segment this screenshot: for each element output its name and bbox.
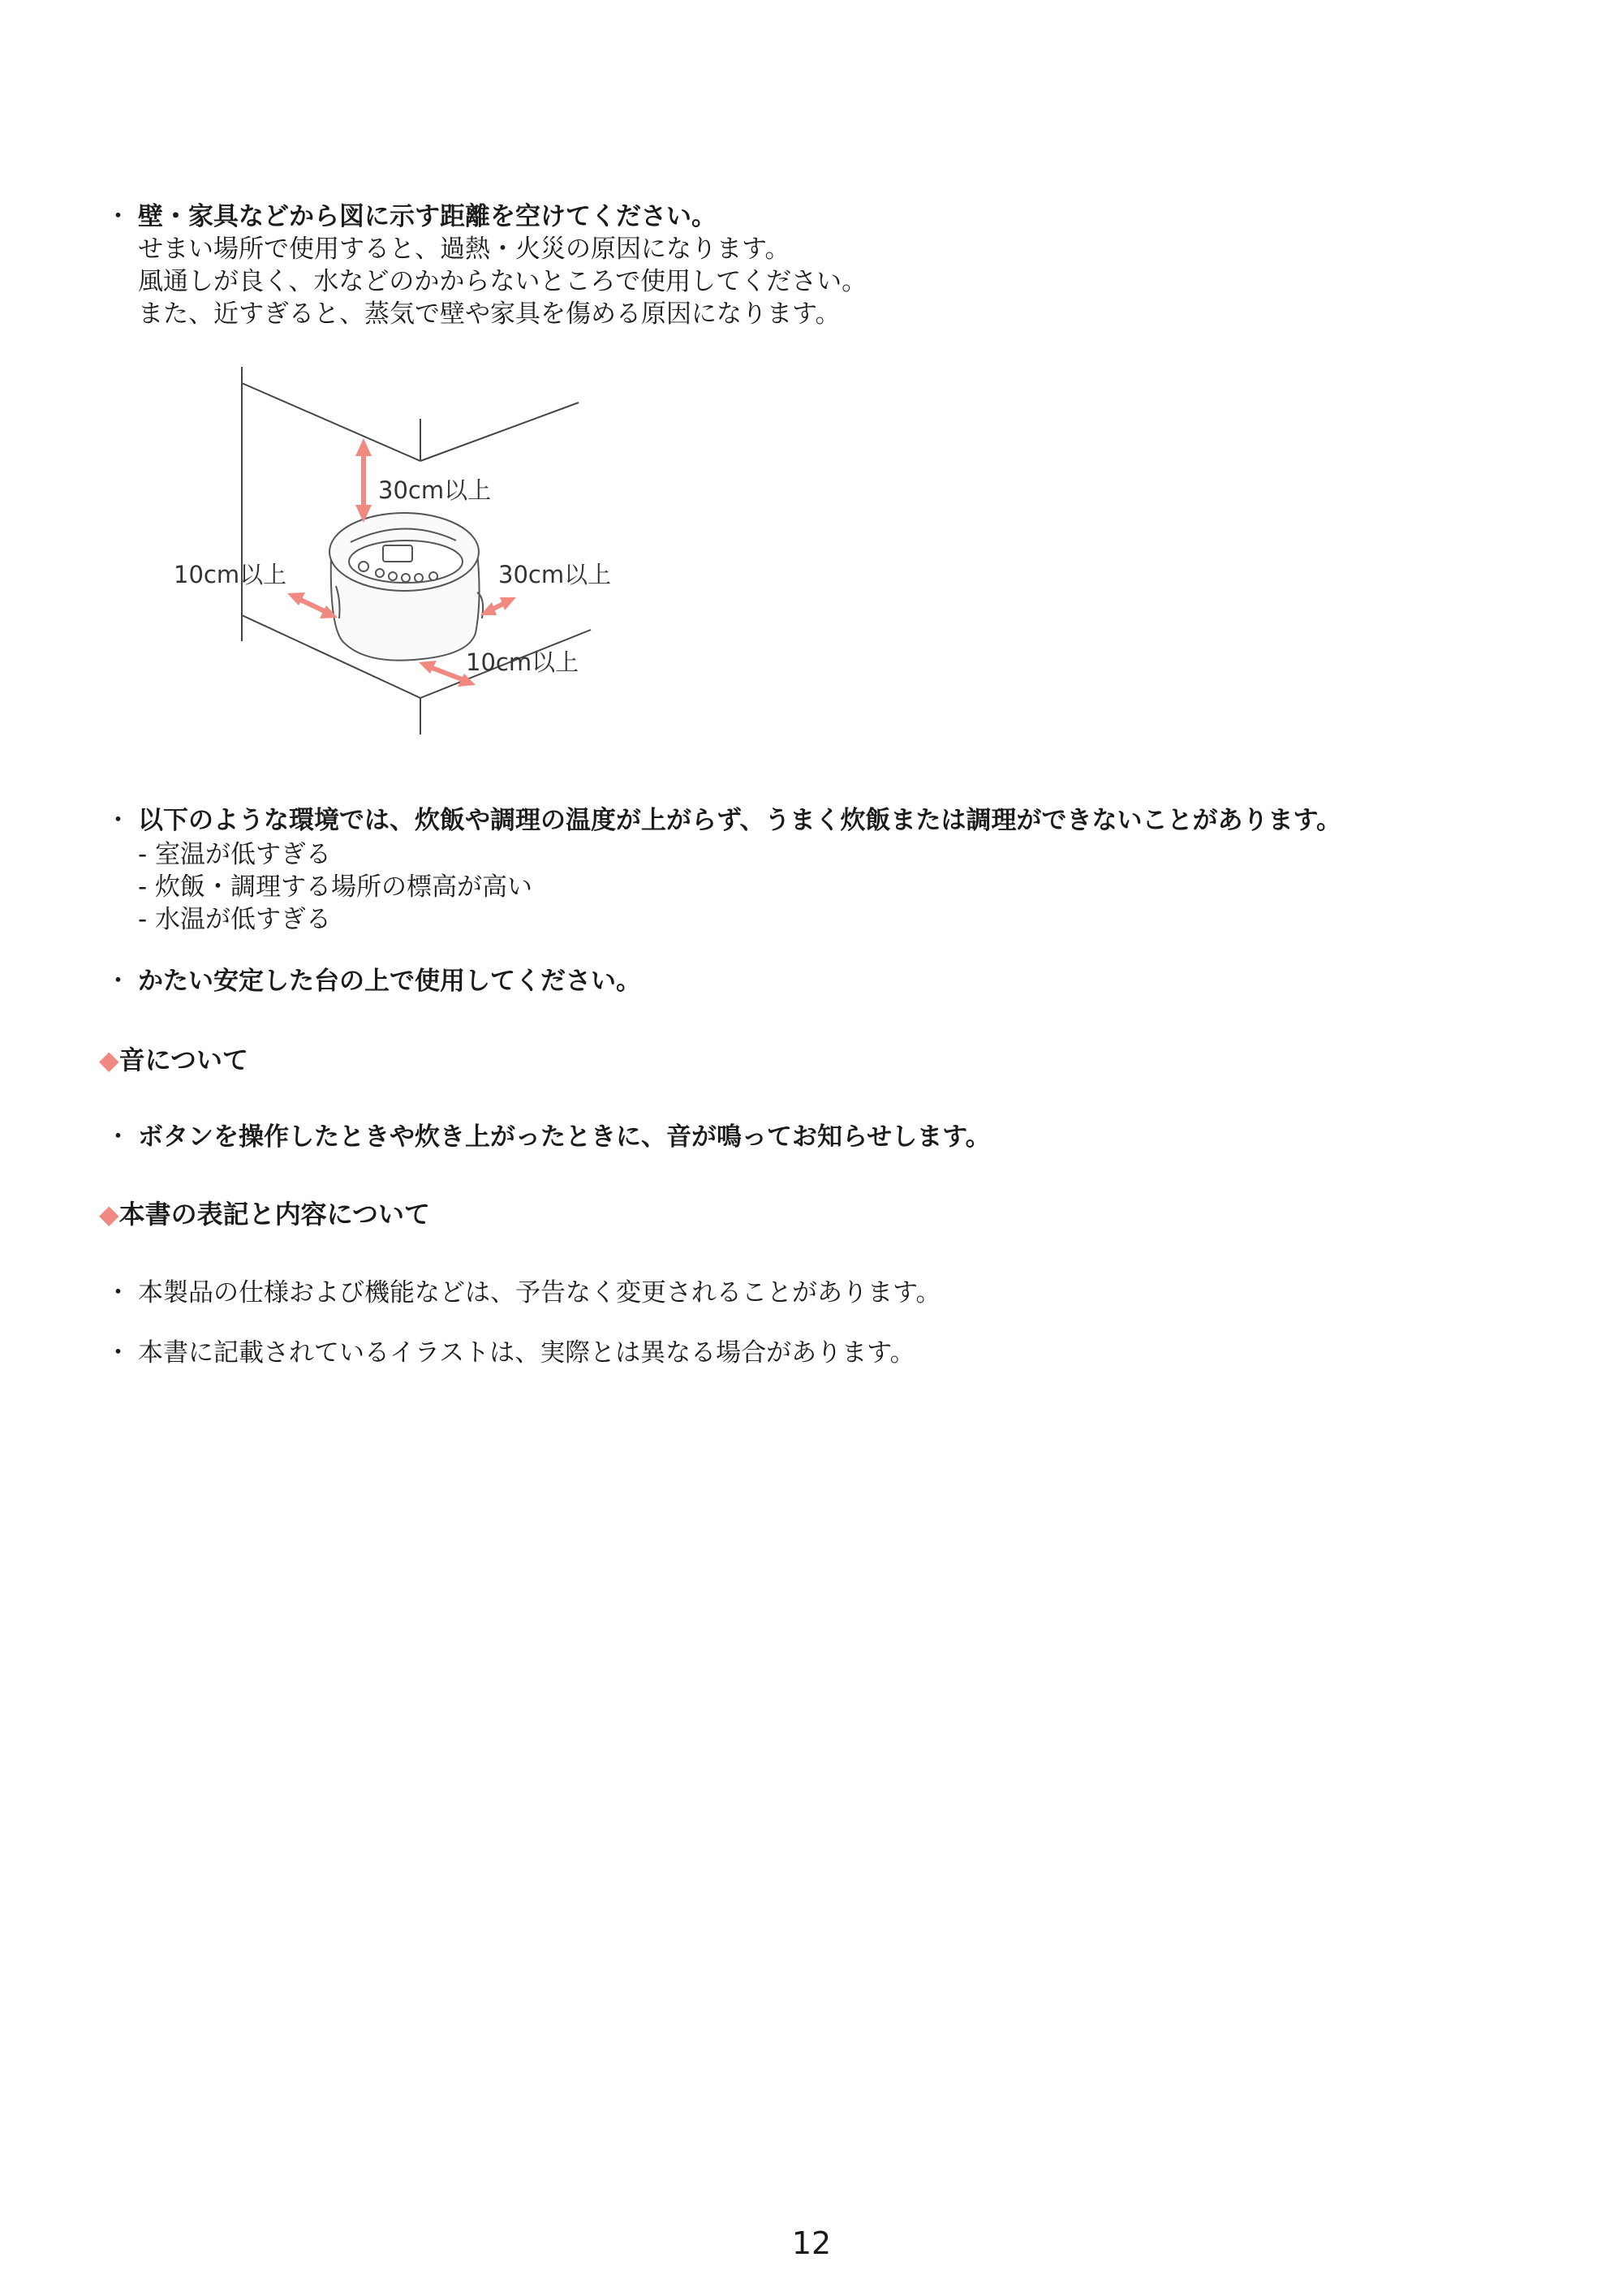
label-front-clearance: 10cm以上 (466, 648, 579, 676)
clearance-figure (162, 357, 649, 747)
bullet-title: ボタンを操作したときや炊き上がったときに、音が鳴ってお知らせします。 (138, 1122, 991, 1152)
bullet-title: 以下のような環境では、炊飯や調理の温度が上がらず、うまく炊飯または調理ができないことがあります。 (138, 806, 1342, 835)
list-item: - 水温が低すぎる (138, 905, 332, 934)
heading-text: 本書の表記と内容について (118, 1199, 430, 1230)
diamond-icon: ◆ (99, 1045, 119, 1075)
bullet-dot: ・ (105, 806, 131, 835)
body-line: また、近すぎると、蒸気で壁や家具を傷める原因になります。 (138, 299, 841, 329)
body-line: せまい場所で使用すると、過熱・火災の原因になります。 (138, 235, 790, 264)
heading-text: 音について (118, 1045, 248, 1075)
bullet-title: 壁・家具などから図に示す距離を空けてください。 (138, 202, 717, 231)
page-number: 12 (791, 2225, 832, 2261)
rice-cooker-clearance-illustration (162, 357, 649, 747)
bullet-text: 本製品の仕様および機能などは、予告なく変更されることがあります。 (138, 1278, 941, 1307)
list-item: - 炊飯・調理する場所の標高が高い (138, 872, 533, 902)
label-left-clearance: 10cm以上 (174, 561, 287, 588)
bullet-dot: ・ (105, 967, 131, 996)
bullet-dot: ・ (105, 1338, 131, 1368)
bullet-text: 本書に記載されているイラストは、実際とは異なる場合があります。 (138, 1338, 915, 1368)
bullet-dot: ・ (105, 1122, 131, 1152)
bullet-title: かたい安定した台の上で使用してください。 (138, 967, 641, 996)
list-item: - 室温が低すぎる (138, 840, 332, 869)
bullet-dot: ・ (105, 1278, 131, 1307)
section-heading-sound (99, 1042, 248, 1078)
body-line: 風通しが良く、水などのかからないところで使用してください。 (138, 267, 867, 296)
rice-cooker-body (329, 513, 483, 661)
section-heading-manual (99, 1196, 430, 1232)
label-right-clearance: 30cm以上 (498, 561, 612, 588)
bullet-dot: ・ (105, 202, 131, 231)
label-top-clearance: 30cm以上 (378, 476, 492, 504)
diamond-icon: ◆ (99, 1199, 119, 1230)
